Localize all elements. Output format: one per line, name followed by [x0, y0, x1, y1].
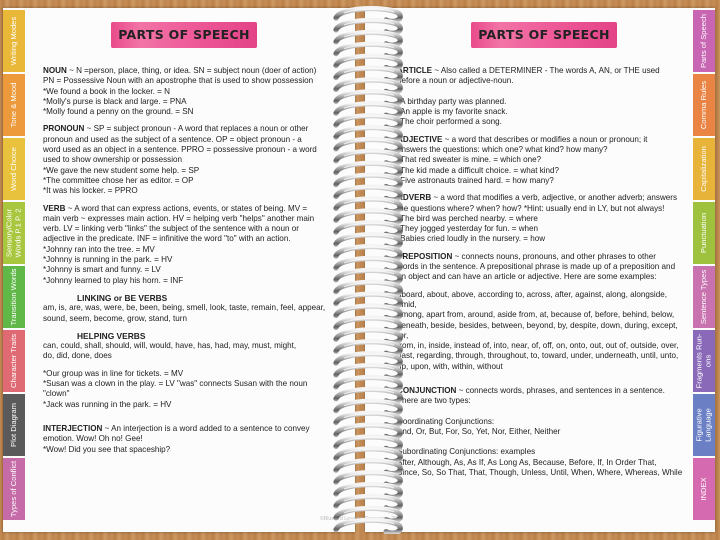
pronoun-line: word used as an object in a sentence. PPRO = possessive pronoun - a word — [43, 145, 317, 155]
tab-figurative-language[interactable]: Figurative Language — [693, 394, 715, 456]
verb-example-line: *Susan was a clown in the play. = LV "was" connects Susan with the noun — [43, 379, 308, 389]
adverb-section — [397, 193, 687, 244]
preposition-heading: PREPOSITION — [397, 251, 453, 261]
article-line: before a noun or adjective-noun. — [397, 76, 514, 86]
verb-line: *Johnny is smart and funny. = LV — [43, 265, 161, 275]
right-page — [365, 8, 715, 532]
conjunction-heading: CONJUNCTION — [397, 386, 457, 396]
verb-line: *Johnny learned to play his horn. = INF — [43, 275, 184, 285]
verb-line: *Johnny ran into the tree. = MV — [43, 244, 155, 254]
tab-plot-diagram[interactable]: Plot Diagram — [3, 394, 25, 456]
verb-line: verb. LV = linking verb "links" the subject of the sentence with a noun or — [43, 224, 299, 234]
tab-sentence-types[interactable]: Sentence Types — [693, 266, 715, 328]
adjective-heading: ADJECTIVE — [397, 134, 443, 144]
tab-writing-modes[interactable]: Writing Modes — [3, 10, 25, 72]
noun-line: PN = Possessive Noun with an apostrophe that is used to show possession — [43, 76, 314, 86]
adjective-line: *Five astronauts trained hard. = how many? — [397, 175, 554, 185]
tab-index[interactable]: INDEX — [693, 458, 715, 520]
tab-transition-words[interactable]: Transition Words — [3, 266, 25, 328]
interjection-line: *Wow! Did you see that spaceship? — [43, 444, 171, 454]
noun-line: *Molly found a penny on the ground. = SN — [43, 107, 194, 117]
conjunction-line: There are two types: — [397, 396, 471, 406]
tab-comma-rules[interactable]: Comma Rules — [693, 74, 715, 136]
copyright-watermark: ©Bluebird Lessons Resources 2016 — [320, 516, 403, 522]
pronoun-line: *We gave the new student some help. = SP — [43, 165, 200, 175]
left-content — [43, 66, 339, 462]
tab-sensory-color-words[interactable]: Sensory/Color Words P.1 P. 2 — [3, 202, 25, 264]
adverb-line: *They jogged yesterday for fun. = when — [397, 224, 539, 234]
interjection-heading: INTERJECTION — [43, 423, 103, 433]
adverb-line: *The bird was perched nearby. = where — [397, 213, 538, 223]
adverb-line: ~ a word that modifies a verb, adjective, or another adverb; answers — [431, 193, 678, 203]
noun-heading: NOUN — [43, 66, 67, 75]
pronoun-line: *The committee chose her as editor. = OP — [43, 175, 194, 185]
subordinating-section — [397, 447, 687, 478]
spiral-coils — [336, 9, 400, 533]
left-page-title: PARTS OF SPEECH — [118, 27, 250, 42]
coordinating-list: And, Or, But, For, So, Yet, Nor, Either, Neither — [397, 426, 561, 436]
left-page — [3, 8, 355, 532]
noun-line: *We found a book in the locker. = N — [43, 86, 170, 96]
tab-punctuation[interactable]: Punctuation — [693, 202, 715, 264]
verb-heading: VERB — [43, 203, 66, 213]
adjective-line: ~ a word that describes or modifies a noun or pronoun; it — [442, 134, 648, 144]
article-line: *A birthday party was planned. — [397, 96, 507, 106]
linking-verbs-section — [43, 293, 339, 324]
subordinating-heading: Subordinating Conjunctions: examples — [397, 447, 536, 457]
tab-character-traits[interactable]: Character Traits — [3, 330, 25, 392]
adverb-heading: ADVERB — [397, 193, 432, 203]
linking-verbs-line: am, is, are, was, were, be, been, being, smell, look, taste, remain, feel, appear, — [43, 303, 326, 313]
verb-examples — [43, 369, 339, 410]
helping-verbs-heading: HELPING VERBS — [77, 330, 146, 341]
right-title-banner — [471, 22, 617, 48]
adverb-line: the questions where? when? how? *Hint: usually end in LY, but not always! — [397, 203, 665, 213]
helping-verbs-line: do, did, done, does — [43, 351, 112, 361]
right-page-title: PARTS OF SPEECH — [478, 27, 610, 42]
left-title-banner — [111, 22, 257, 48]
preposition-line: words in the sentence. A prepositional phrase is made up of a preposition and — [397, 262, 676, 272]
helping-verbs-line: can, could, shall, should, will, would, have, has, had, may, must, might, — [43, 341, 297, 351]
preposition-list-line: from, in, inside, instead of, into, near, of, off, on, onto, out, out of, outside, over, — [397, 341, 679, 351]
pronoun-line: ~ SP = subject pronoun - A word that replaces a noun or other — [84, 124, 309, 134]
preposition-line: an object and can have an article or adjective. Here are some examples: — [397, 272, 657, 282]
noun-line: *Molly's purse is black and large. = PNA — [43, 96, 187, 106]
preposition-line: ~ connects nouns, pronouns, and other phrases to other — [452, 251, 656, 261]
tab-capitalization[interactable]: Capitalization — [693, 138, 715, 200]
verb-section — [43, 204, 339, 286]
tab-tone-mood[interactable]: Tone & Mood — [3, 74, 25, 136]
subordinating-line: After, Although, As, As If, As Long As, Because, Before, If, In Order That, — [397, 457, 657, 467]
conjunction-line: ~ connects words, phrases, and sentences in a sentence. — [456, 386, 665, 396]
tab-parts-of-speech[interactable]: Parts of Speech — [693, 10, 715, 72]
adjective-line: *That red sweater is mine. = which one? — [397, 155, 542, 165]
article-line: ~ Also called a DETERMINER - The words A, AN, or THE used — [432, 66, 660, 75]
coordinating-heading: Coordinating Conjunctions: — [397, 416, 495, 426]
noun-line: ~ N =person, place, thing, or idea. SN = subject noun (doer of action) — [66, 66, 317, 75]
verb-line: *Johnny is running in the park. = HV — [43, 255, 173, 265]
interjection-line: emotion. Wow! Oh no! Gee! — [43, 434, 143, 444]
adjective-line: *The kid made a difficult choice. = what kind? — [397, 165, 560, 175]
pronoun-section — [43, 124, 339, 196]
article-line: *An apple is my favorite snack. — [397, 107, 508, 117]
preposition-list-line: aboard, about, above, according to, across, after, against, along, alongside, amid, — [397, 289, 667, 309]
helping-verbs-section — [43, 331, 339, 362]
linking-verbs-line: sound, seem, become, grow, stand, turn — [43, 313, 187, 323]
verb-line: main verb ~ expresses main action. HV = helping verb "helps" another main — [43, 213, 315, 223]
article-line: *The choir performed a song. — [397, 117, 502, 127]
preposition-list-line: up, upon, with, within, without — [397, 361, 503, 371]
preposition-section — [397, 252, 687, 283]
noun-section — [43, 66, 339, 117]
tab-word-choice[interactable]: Word Choice — [3, 138, 25, 200]
verb-line: ~ A word that can express actions, events, or states of being. MV = — [65, 203, 308, 213]
article-line — [397, 87, 687, 97]
pronoun-line: used to show ownership or possession — [43, 155, 183, 165]
verb-line: adjective in the predicate. INF = infinitive the word "to" with an action. — [43, 234, 291, 244]
interjection-line: ~ An interjection is a word added to a sentence to convey — [102, 423, 310, 433]
preposition-list-line: past, regarding, through, throughout, to, toward, under, underneath, until, unto, — [397, 351, 679, 361]
coordinating-section — [397, 417, 687, 438]
adjective-line: answers the questions: which one? what kind? how many? — [397, 145, 608, 155]
verb-example-line: *Jack was running in the park. = HV — [43, 399, 172, 409]
verb-example-line: "clown" — [43, 389, 70, 399]
tab-types-of-conflict[interactable]: Types of Conflict — [3, 458, 25, 520]
article-heading: ARTICLE — [397, 66, 433, 75]
conjunction-section — [397, 386, 687, 407]
pronoun-line: pronoun and used as the subject of a sentence. OP = object pronoun - a — [43, 134, 302, 144]
tab-fragments-run-ons[interactable]: Fragments Run-ons — [693, 330, 715, 392]
preposition-list — [397, 290, 687, 372]
interjection-section — [43, 424, 339, 455]
adjective-section — [397, 135, 687, 186]
right-content — [397, 66, 687, 485]
verb-example-line: *Our group was in line for tickets. = MV — [43, 368, 184, 378]
preposition-list-line: among, apart from, around, aside from, at, because of, before, behind, below, — [397, 310, 675, 320]
preposition-list-line: beneath, beside, besides, between, beyond, by, despite, down, during, except, for, — [397, 320, 678, 340]
pronoun-line: *It was his locker. = PPRO — [43, 186, 138, 196]
article-section — [397, 66, 687, 128]
spiral-binding — [322, 6, 410, 534]
linking-verbs-heading: LINKING or BE VERBS — [77, 292, 168, 303]
pronoun-heading: PRONOUN — [43, 124, 85, 134]
adverb-line: *Babies cried loudly in the nursery. = how — [397, 234, 546, 244]
subordinating-line: Since, So, So That, That, Though, Unless, Until, When, Where, Whereas, While — [397, 467, 683, 477]
